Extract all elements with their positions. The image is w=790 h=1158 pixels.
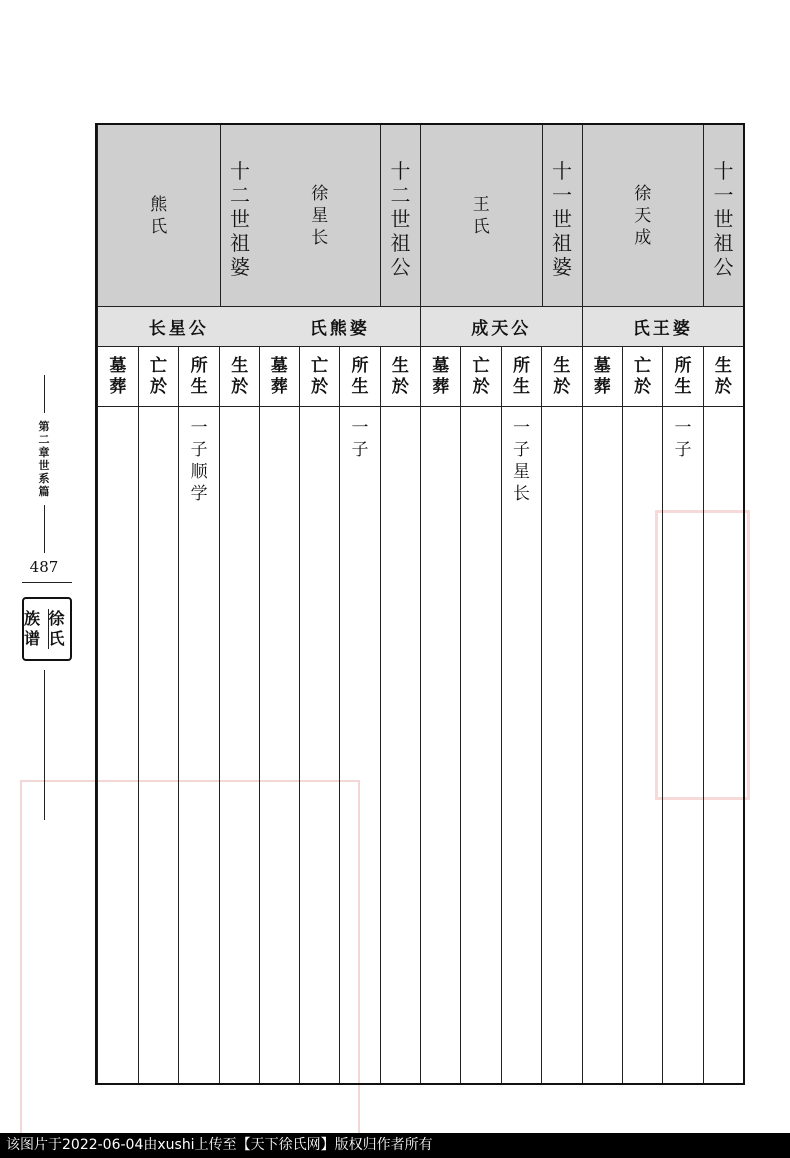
record-column xyxy=(219,347,260,1083)
record-column xyxy=(622,347,662,1083)
chapter-label: 第二章 世系篇 xyxy=(38,420,50,498)
page-number: 487 xyxy=(29,558,59,576)
column-label: 生 於 xyxy=(542,347,581,407)
ancestor-name: 王 氏 xyxy=(472,194,490,237)
genealogy-table xyxy=(95,123,745,1085)
column-value xyxy=(542,407,581,417)
block-header xyxy=(421,125,582,307)
column-value xyxy=(704,407,743,417)
column-value: 一 子 顺 学 xyxy=(190,418,208,504)
generation-title: 十 二 世 祖 公 xyxy=(380,125,420,306)
column-label: 墓 葬 xyxy=(583,347,622,407)
record-column xyxy=(138,347,179,1083)
column-value xyxy=(98,407,138,417)
column-value xyxy=(139,407,179,417)
record-column xyxy=(178,347,219,1083)
column-label: 墓 葬 xyxy=(260,347,299,407)
column-label: 所 生 xyxy=(502,347,541,407)
record-column xyxy=(583,347,622,1083)
column-label: 生 於 xyxy=(220,347,260,407)
ancestor-name: 徐 星 长 xyxy=(311,183,329,248)
page-number-rule xyxy=(22,582,72,583)
column-value xyxy=(461,407,500,417)
generation-title: 十 二 世 祖 婆 xyxy=(220,125,260,306)
column-value xyxy=(220,407,260,417)
record-columns xyxy=(583,347,744,1083)
block-header xyxy=(583,125,744,307)
block-header xyxy=(260,125,421,307)
record-column xyxy=(421,347,460,1083)
record-column xyxy=(501,347,541,1083)
ancestor-name: 熊 氏 xyxy=(150,194,168,237)
column-label: 亡 於 xyxy=(300,347,339,407)
record-column xyxy=(339,347,379,1083)
generation-block-3 xyxy=(259,125,421,1083)
record-column xyxy=(460,347,500,1083)
spouse-band: 长星公 xyxy=(98,307,260,347)
column-label: 生 於 xyxy=(704,347,743,407)
record-column xyxy=(541,347,581,1083)
block-header xyxy=(98,125,260,307)
margin-rule-bottom xyxy=(44,670,45,820)
column-label: 所 生 xyxy=(663,347,702,407)
column-label: 亡 於 xyxy=(461,347,500,407)
record-column xyxy=(260,347,299,1083)
column-value xyxy=(381,407,420,417)
column-value: 一 子 星 长 xyxy=(512,418,530,504)
column-label: 亡 於 xyxy=(139,347,179,407)
generation-block-4 xyxy=(97,125,260,1083)
record-column xyxy=(299,347,339,1083)
column-value xyxy=(583,407,622,417)
ancestor-name: 徐 天 成 xyxy=(634,183,652,248)
column-label: 所 生 xyxy=(340,347,379,407)
record-columns xyxy=(260,347,421,1083)
genealogy-seal xyxy=(22,597,72,661)
column-value xyxy=(260,407,299,417)
column-value: 一 子 xyxy=(674,418,692,460)
margin-rule-mid xyxy=(44,505,45,553)
column-label: 墓 葬 xyxy=(421,347,460,407)
seal-right-text: 徐 氏 xyxy=(48,609,71,649)
spouse-band: 成天公 xyxy=(421,307,582,347)
spouse-band: 氏王婆 xyxy=(583,307,744,347)
column-label: 亡 於 xyxy=(623,347,662,407)
margin-rule-top xyxy=(44,375,45,413)
spouse-band: 氏熊婆 xyxy=(260,307,421,347)
column-value xyxy=(421,407,460,417)
generation-block-2 xyxy=(420,125,582,1083)
record-column xyxy=(98,347,138,1083)
record-column xyxy=(380,347,420,1083)
record-columns xyxy=(98,347,260,1083)
column-value xyxy=(623,407,662,417)
record-column xyxy=(703,347,743,1083)
column-value xyxy=(300,407,339,417)
record-columns xyxy=(421,347,582,1083)
column-value: 一 子 xyxy=(351,418,369,460)
upload-footer: 该图片于2022-06-04由xushi上传至【天下徐氏网】版权归作者所有 xyxy=(0,1133,790,1158)
generation-title: 十 一 世 祖 婆 xyxy=(542,125,582,306)
column-label: 生 於 xyxy=(381,347,420,407)
seal-left-text: 族 谱 xyxy=(24,609,41,648)
column-label: 所 生 xyxy=(179,347,219,407)
generation-title: 十 一 世 祖 公 xyxy=(703,125,743,306)
generation-block-1 xyxy=(582,125,744,1083)
column-label: 墓 葬 xyxy=(98,347,138,407)
record-column xyxy=(662,347,702,1083)
